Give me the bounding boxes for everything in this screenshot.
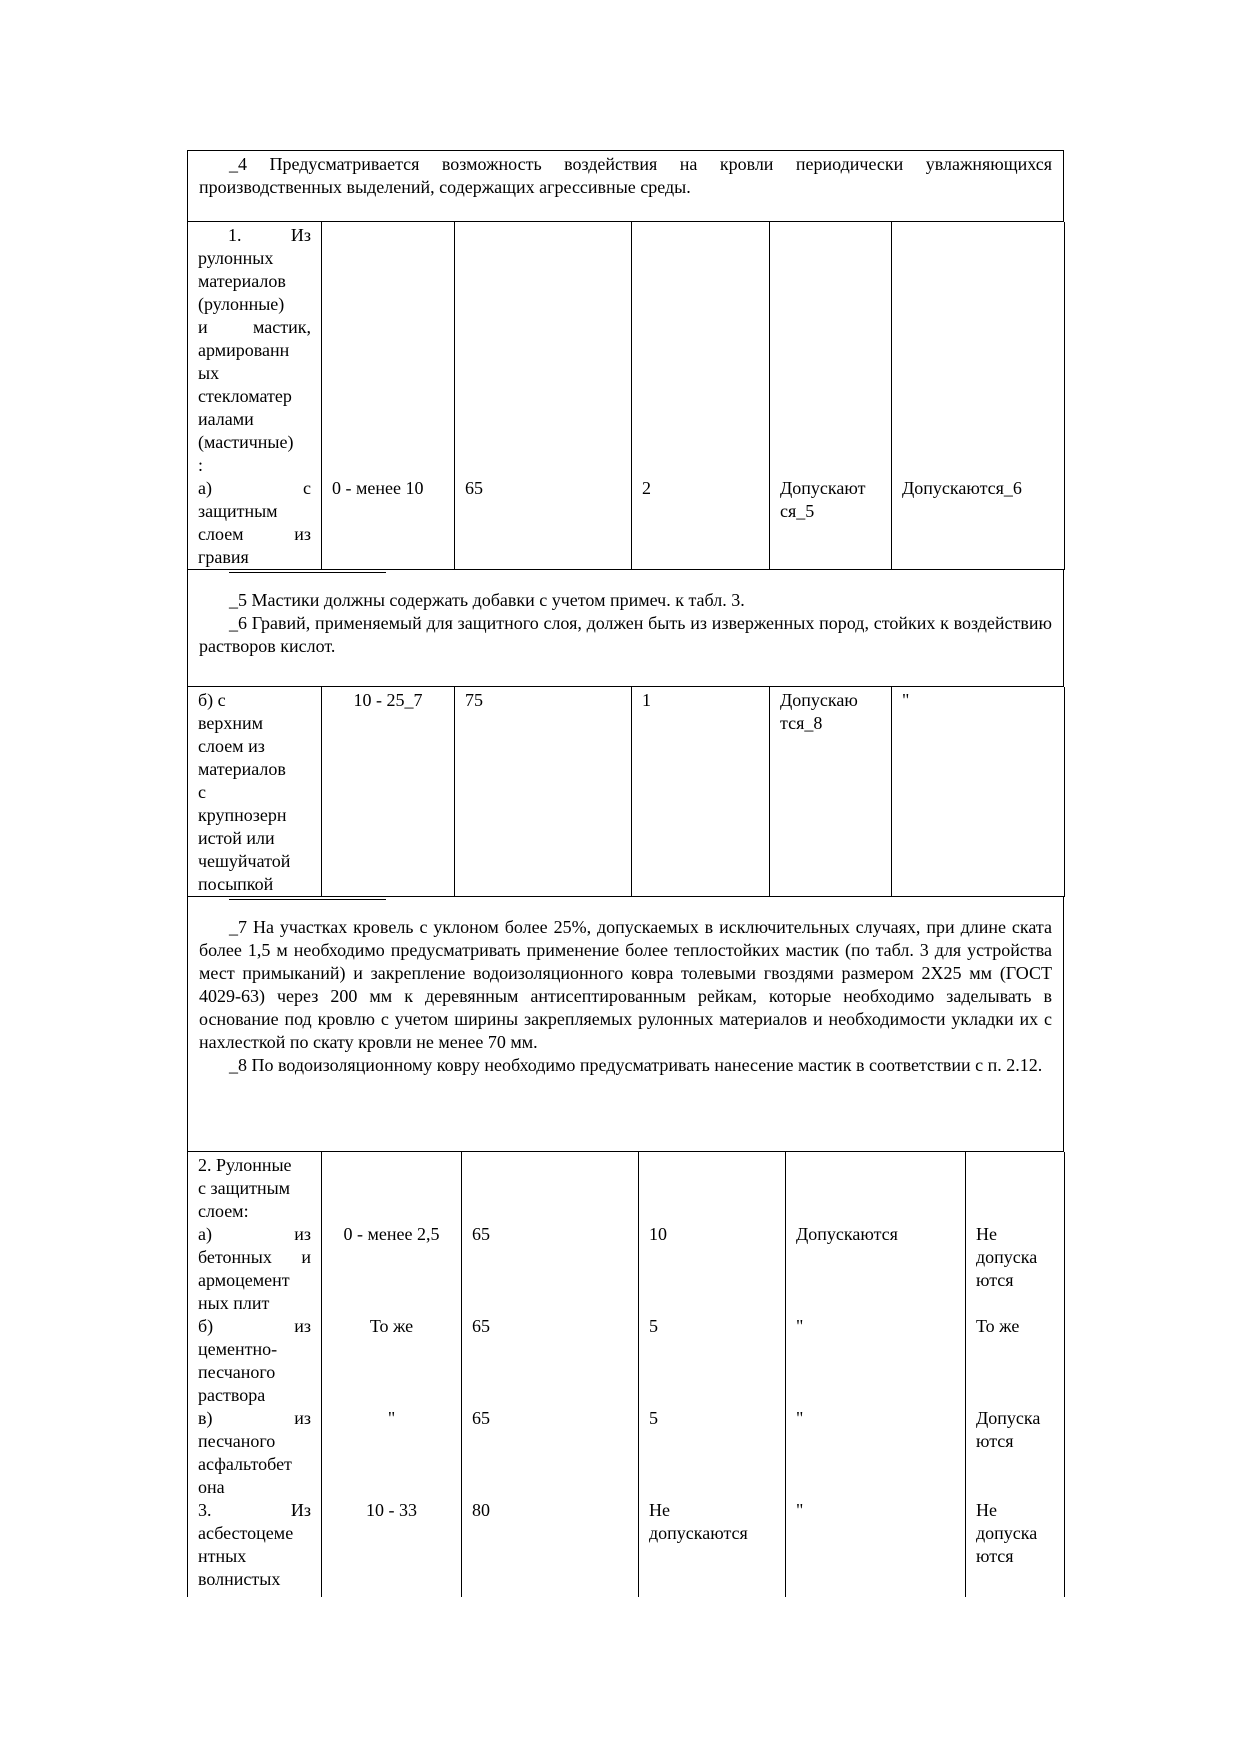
row3-line: асбестоцеме (198, 1523, 294, 1543)
row3-col4-d: Не допускаются (649, 1500, 748, 1543)
table-row-1 (187, 222, 1065, 570)
row3-col3 (462, 1152, 639, 1597)
row3-line: а) из (198, 1224, 311, 1244)
notes-5-6 (187, 570, 1064, 687)
row3-line: цементно- (198, 1339, 278, 1359)
row2-col3: 75 (455, 687, 632, 897)
note-7-text: _7 На участках кровель с уклоном более 25%, допускаемых в исключительных случаях, при длине ската более 1,5 м необходимо предусматривать применение более теплостойких мастик (по табл. 3 для устройства мест примыканий) и закрепление водоизоляционного ковра толевыми гвоздями размером 2Х25 мм (ГОСТ 4029-63) через 200 мм к деревянным антисептированным рейкам, которые необходимо заделывать в основание под кровлю с учетом ширины закрепляемых рулонных материалов и необходимости укладки их с нахлесткой по скату кровли не менее 70 мм. (199, 917, 1052, 1052)
row1-line: слоем из (198, 524, 311, 544)
row1-line: гравия (198, 547, 249, 567)
row3-line: волнистых (198, 1569, 281, 1589)
row3-col6-a (976, 1223, 1054, 1315)
row3-line: песчаного (198, 1362, 276, 1382)
row3-slope-a: 0 - менее 2,5 (343, 1224, 440, 1244)
row2-line: крупнозерн (198, 805, 287, 825)
row2-material (188, 687, 322, 897)
row3-line: она (198, 1477, 225, 1497)
row3-slope-c: " (387, 1408, 396, 1428)
row1-col6 (892, 222, 1065, 570)
row1-col5 (770, 222, 892, 570)
row3-line: 2. Рулонные (198, 1155, 292, 1175)
row1-col4-value: 2 (642, 478, 651, 498)
row1-line: а) с (198, 478, 311, 498)
row3-col6-b-line: То же (976, 1316, 1020, 1336)
row3-line: асфальтобет (198, 1454, 292, 1474)
row2-line: материалов (198, 759, 286, 779)
row2-col5-line: тся_8 (780, 713, 823, 733)
row3-col6-c (976, 1407, 1054, 1499)
footnote-rule (229, 572, 386, 589)
row3-slope-b: То же (369, 1316, 414, 1336)
row3-col5-a: Допускаются (796, 1224, 898, 1244)
row3-col6-d-line: Не (976, 1500, 997, 1520)
row1-col3 (455, 222, 632, 570)
row3-line: в) из (198, 1408, 311, 1428)
row1-col5-line: Допускают (780, 478, 866, 498)
row3-material (188, 1152, 322, 1597)
row3-col6-a-line: ются (976, 1270, 1014, 1290)
row2-col6: " (892, 687, 1065, 897)
row3-line: ных плит (198, 1293, 270, 1313)
row3-slope-d: 10 - 33 (366, 1500, 417, 1520)
row1-col6-value: Допускаются_6 (902, 478, 1022, 498)
row1-line: иалами (198, 409, 254, 429)
row3-col6-d-line: допуска (976, 1523, 1038, 1543)
row1-col3-value: 65 (465, 478, 483, 498)
row3-line: нтных (198, 1546, 247, 1566)
row2-line: истой или (198, 828, 275, 848)
row1-col5-line: ся_5 (780, 501, 815, 521)
row2-line: с (198, 782, 206, 802)
row1-line: (мастичные) (198, 432, 294, 452)
row3-slope (322, 1152, 462, 1597)
row3-line: б) из (198, 1316, 311, 1336)
row1-line: защитным (198, 501, 278, 521)
row3-col3-b: 65 (472, 1316, 490, 1336)
row1-slope (322, 222, 455, 570)
row3-col3-d: 80 (472, 1500, 490, 1520)
row3-col3-a: 65 (472, 1224, 490, 1244)
row3-col6-a-line: Не (976, 1224, 997, 1244)
note-5-text: _5 Мастики должны содержать добавки с учетом примеч. к табл. 3. (229, 590, 745, 610)
row3-col5-d: " (796, 1500, 804, 1520)
document-page (187, 150, 1064, 1597)
row3-line: армоцемент (198, 1270, 290, 1290)
row1-line: 1. Из (228, 225, 311, 245)
row3-line: раствора (198, 1385, 266, 1405)
table-row-2 (187, 687, 1065, 897)
row3-col4-a: 10 (649, 1224, 667, 1244)
row3-col4-c: 5 (649, 1408, 658, 1428)
row3-line: слоем: (198, 1201, 249, 1221)
note-6-text: _6 Гравий, применяемый для защитного слоя, должен быть из изверженных пород, стойких к воздействию растворов кислот. (199, 613, 1052, 656)
note-8-text: _8 По водоизоляционному ковру необходимо предусматривать нанесение мастик в соответствии с п. 2.12. (229, 1055, 1043, 1075)
row3-col5-b: " (796, 1316, 804, 1336)
row2-line: слоем из (198, 736, 265, 756)
row3-col6-c-line: Допуска (976, 1408, 1041, 1428)
row2-slope: 10 - 25_7 (322, 687, 455, 897)
row3-col6 (966, 1152, 1065, 1597)
row3-col6-b (976, 1315, 1054, 1407)
row1-line: : (198, 455, 204, 475)
row1-line: (рулонные) (198, 294, 285, 314)
row3-col5-c: " (796, 1408, 804, 1428)
row3-col6-c-line: ются (976, 1431, 1014, 1451)
row3-line: песчаного (198, 1431, 276, 1451)
row2-line: посыпкой (198, 874, 274, 894)
row2-col5-line: Допускаю (780, 690, 858, 710)
row2-line: б) с (198, 690, 226, 710)
row1-material (188, 222, 322, 570)
row3-col6-d (976, 1499, 1054, 1568)
row1-line: стекломатер (198, 386, 292, 406)
row3-line: бетонных и (198, 1247, 311, 1267)
row3-col4 (639, 1152, 786, 1597)
row1-line: рулонных (198, 248, 274, 268)
row1-line: материалов (198, 271, 286, 291)
row3-col5 (786, 1152, 966, 1597)
row2-line: чешуйчатой (198, 851, 291, 871)
note-4 (187, 150, 1064, 222)
row3-col4-b: 5 (649, 1316, 658, 1336)
row3-col3-c: 65 (472, 1408, 490, 1428)
row2-col4: 1 (632, 687, 770, 897)
row1-line: армированн (198, 340, 290, 360)
row1-line: и мастик, (198, 317, 311, 337)
table-row-3 (187, 1152, 1065, 1597)
row1-slope-value: 0 - менее 10 (332, 478, 424, 498)
row2-line: верхним (198, 713, 264, 733)
notes-7-8 (187, 897, 1064, 1152)
row1-line: ых (198, 363, 220, 383)
row3-line: с защитным (198, 1178, 291, 1198)
note-4-text: _4 Предусматривается возможность воздействия на кровли периодически увлажняющихся производственных выделений, содержащих агрессивные среды. (199, 154, 1052, 197)
row3-line: 3. Из (198, 1500, 311, 1520)
row2-col5 (770, 687, 892, 897)
row3-col6-d-line: ются (976, 1546, 1014, 1566)
footnote-rule (229, 899, 386, 916)
row3-col6-a-line: допуска (976, 1247, 1038, 1267)
row1-col4 (632, 222, 770, 570)
